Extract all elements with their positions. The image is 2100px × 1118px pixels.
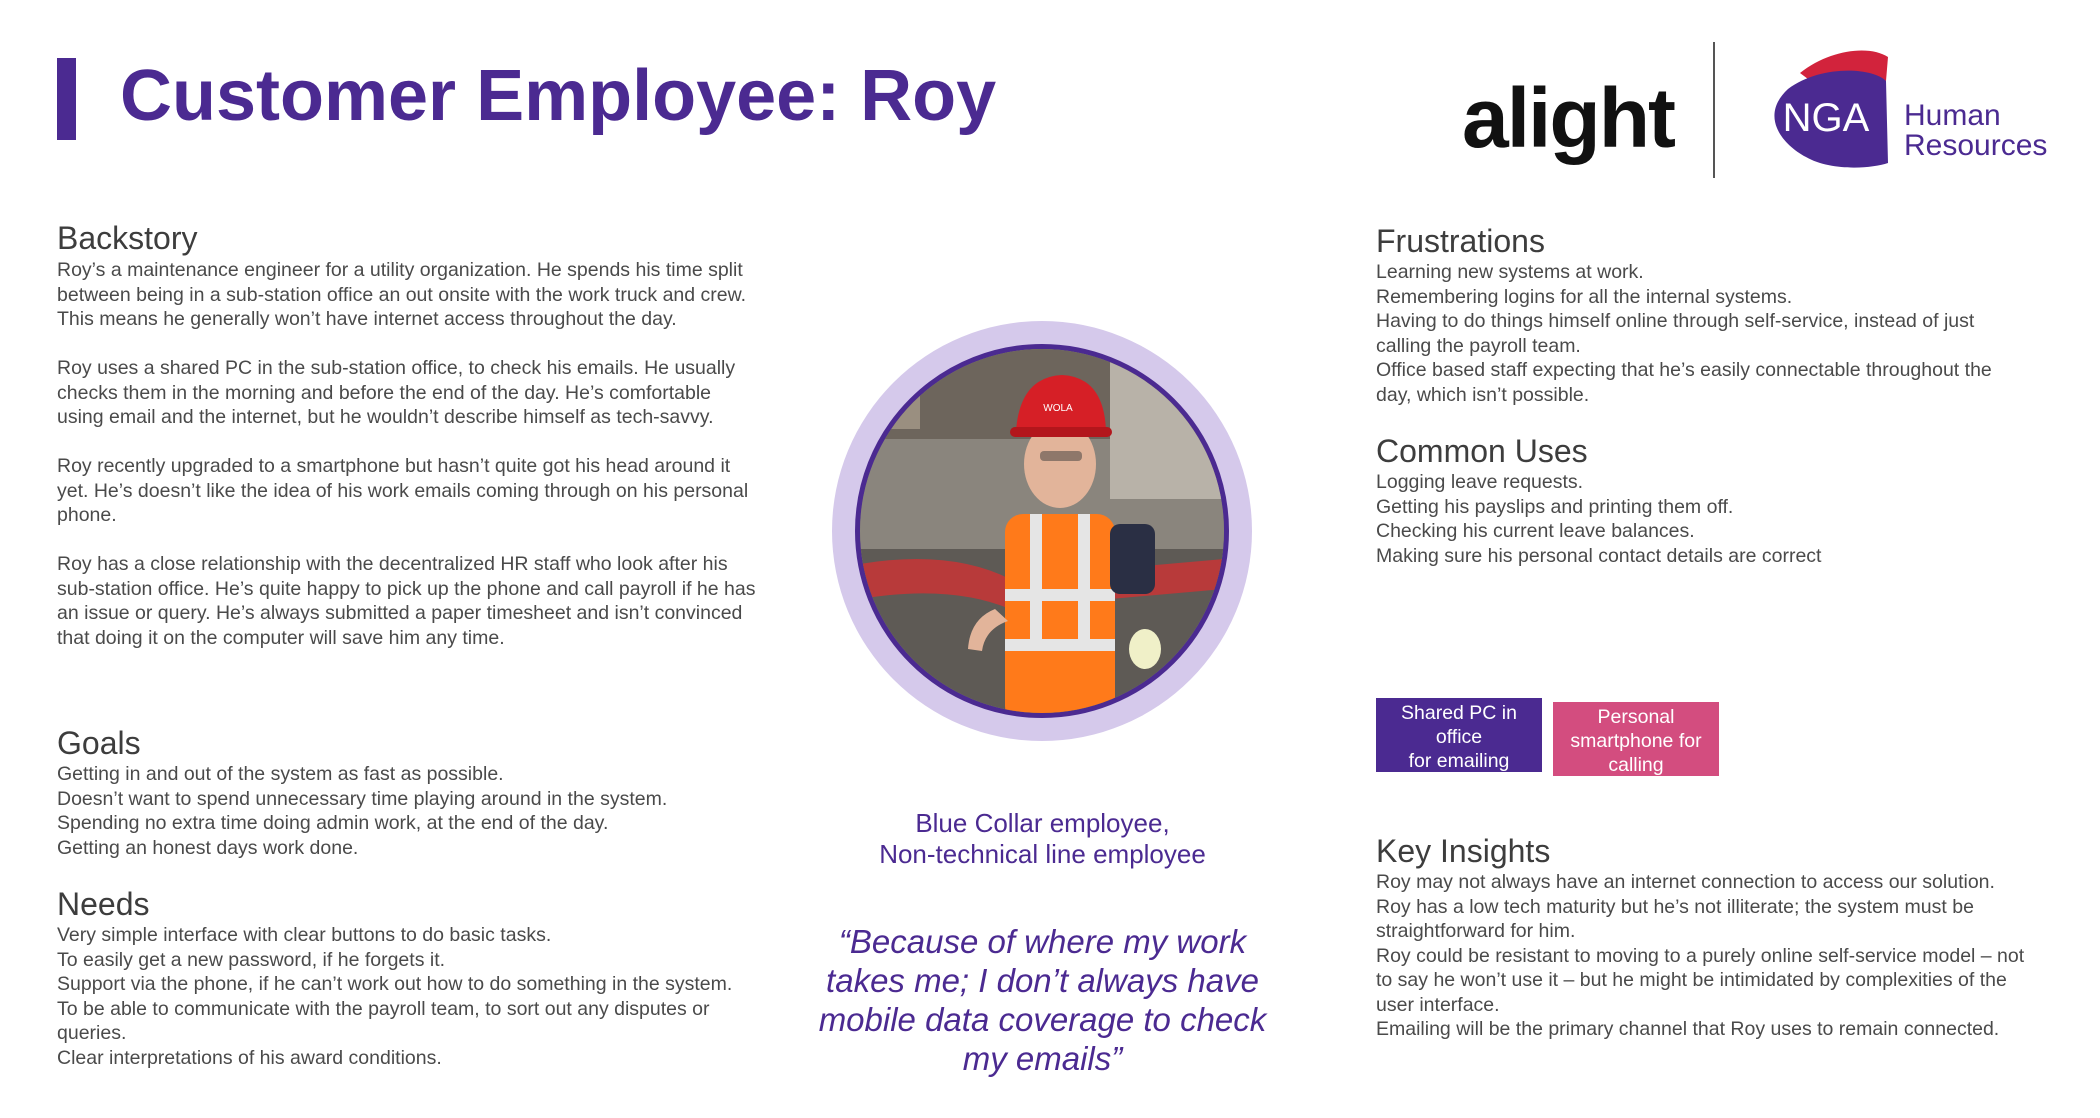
backstory-paragraph: Roy recently upgraded to a smartphone but hasn’t quite got his head around it yet. He’s doesn’t like the idea of his work emails coming through on his personal phone. bbox=[57, 455, 749, 526]
title-accent-bar bbox=[57, 58, 76, 140]
caption-line-1: Blue Collar employee, bbox=[915, 808, 1170, 838]
common-use-item: Checking his current leave balances. bbox=[1376, 520, 1695, 542]
backstory-paragraph: Roy has a close relationship with the decentralized HR staff who look after his sub-station office. He’s quite happy to pick up the phone and call payroll if he has an issue or query. He’s always submitted a paper timesheet and isn’t convinced that doing it on the computer will save him any time. bbox=[57, 553, 756, 649]
frustration-item: Having to do things himself online through self-service, instead of just calling the payroll team. bbox=[1376, 310, 1975, 357]
device-tag-line: calling bbox=[1608, 754, 1664, 776]
nga-logo-wordmark bbox=[1904, 101, 2047, 161]
key-insight-item: Roy may not always have an internet connection to access our solution. bbox=[1376, 871, 1995, 893]
persona-quote: “Because of where my work takes me; I don’t always have mobile data coverage to check my emails” bbox=[818, 923, 1267, 1077]
needs-heading: Needs bbox=[57, 886, 150, 922]
persona-caption bbox=[800, 808, 1285, 870]
nga-resources-text: Resources bbox=[1904, 129, 2048, 162]
backstory-paragraph: Roy uses a shared PC in the sub-station office, to check his emails. He usually checks them in the morning and before the end of the day. He’s comfortable using email and the internet, but he wouldn’t describe himself as tech-savvy. bbox=[57, 357, 736, 428]
need-item: Clear interpretations of his award conditions. bbox=[57, 1046, 442, 1069]
need-item: To easily get a new password, if he forgets it. bbox=[57, 948, 446, 971]
page-title: Customer Employee: Roy bbox=[120, 56, 997, 136]
key-insights-heading: Key Insights bbox=[1376, 833, 1551, 869]
worker-illustration bbox=[860, 349, 1224, 713]
key-insight-item: Roy could be resistant to moving to a purely online self-service model – not to say he won’t use it – but he might be intimidated by complexities of the user interface. bbox=[1376, 944, 2025, 1016]
helmet-text: WOLA bbox=[1043, 403, 1073, 414]
frustrations-heading: Frustrations bbox=[1376, 223, 1545, 259]
frustration-item: Office based staff expecting that he’s easily connectable throughout the day, which isn’t possible. bbox=[1376, 359, 1992, 406]
device-tag-line: office bbox=[1435, 726, 1483, 748]
goal-item: Getting an honest days work done. bbox=[57, 836, 359, 859]
backstory-text bbox=[57, 258, 757, 650]
device-tag-line: smartphone for bbox=[1570, 730, 1702, 752]
nga-human-text: Human bbox=[1904, 99, 2001, 132]
device-tag-line: Personal bbox=[1597, 706, 1675, 728]
goal-item: Doesn’t want to spend unnecessary time playing around in the system. bbox=[57, 787, 668, 810]
common-uses-list bbox=[1376, 470, 2026, 568]
frustration-item: Remembering logins for all the internal systems. bbox=[1376, 285, 1793, 308]
nga-logo bbox=[1760, 45, 1890, 170]
goal-item: Getting in and out of the system as fast as possible. bbox=[57, 763, 504, 785]
needs-list bbox=[57, 923, 757, 1070]
need-item: To be able to communicate with the payroll team, to sort out any disputes or queries. bbox=[57, 997, 710, 1044]
backstory-paragraph: Roy’s a maintenance engineer for a utility organization. He spends his time split between being in a sub-station office an out onsite with the work truck and crew. This means he generally won’t have internet access throughout the day. bbox=[57, 259, 747, 330]
common-use-item: Making sure his personal contact details are correct bbox=[1376, 544, 1822, 567]
alight-logo: alight bbox=[1462, 71, 1674, 165]
key-insights-list bbox=[1376, 870, 2026, 1042]
backstory-heading: Backstory bbox=[57, 220, 198, 256]
common-use-item: Getting his payslips and printing them off. bbox=[1376, 495, 1734, 518]
key-insight-item: Roy has a low tech maturity but he’s not illiterate; the system must be straightforward for him. bbox=[1376, 895, 1974, 942]
need-item: Support via the phone, if he can’t work out how to do something in the system. bbox=[57, 973, 733, 995]
goals-list bbox=[57, 762, 757, 860]
persona-photo bbox=[855, 344, 1229, 718]
device-tag-shared-pc bbox=[1376, 698, 1542, 772]
goals-heading: Goals bbox=[57, 725, 141, 761]
need-item: Very simple interface with clear buttons to do basic tasks. bbox=[57, 924, 552, 946]
device-tag-smartphone bbox=[1553, 702, 1719, 776]
device-tag-line: Shared PC in bbox=[1401, 702, 1517, 724]
goal-item: Spending no extra time doing admin work, at the end of the day. bbox=[57, 812, 609, 834]
common-use-item: Logging leave requests. bbox=[1376, 471, 1584, 493]
key-insight-item: Emailing will be the primary channel that Roy uses to remain connected. bbox=[1376, 1018, 2000, 1040]
common-uses-heading: Common Uses bbox=[1376, 433, 1588, 469]
frustrations-list bbox=[1376, 260, 2026, 407]
logo-divider bbox=[1713, 42, 1715, 178]
device-tag-line: for emailing bbox=[1408, 750, 1510, 772]
caption-line-2: Non-technical line employee bbox=[879, 839, 1206, 869]
frustration-item: Learning new systems at work. bbox=[1376, 261, 1644, 283]
nga-logo-text: NGA bbox=[1782, 96, 1870, 140]
